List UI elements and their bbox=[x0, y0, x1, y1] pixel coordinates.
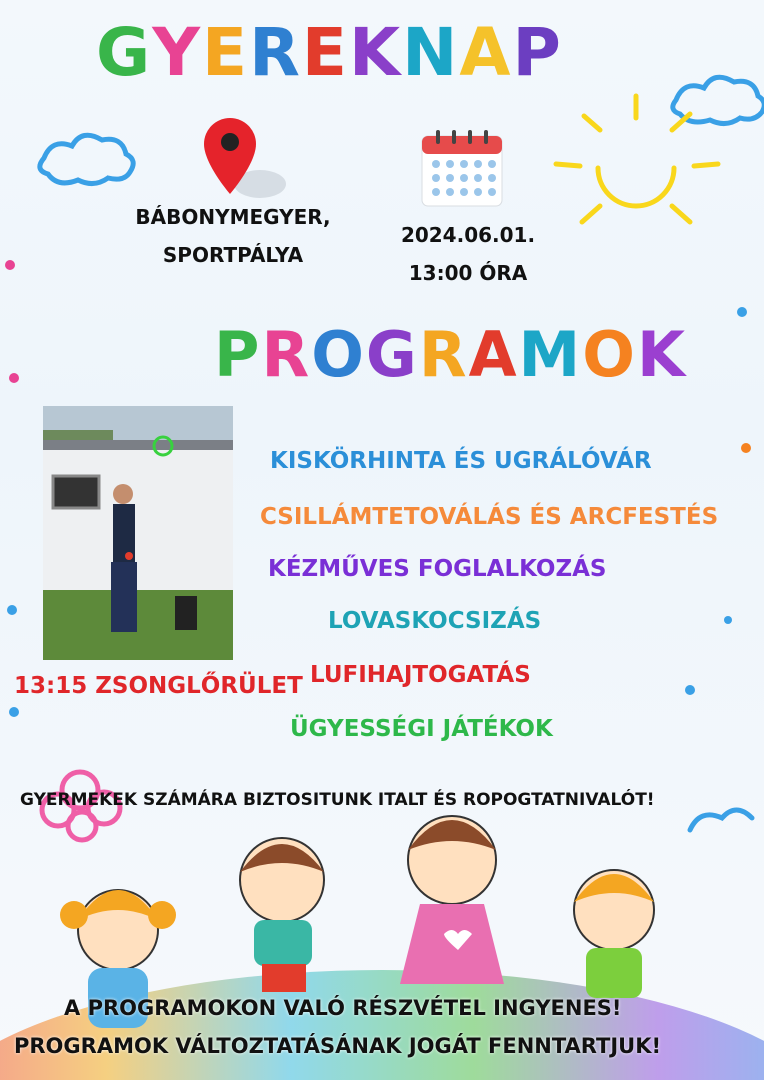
title-letter: P bbox=[512, 14, 563, 91]
title-letter: E bbox=[301, 14, 349, 91]
location-block bbox=[118, 198, 348, 274]
programs-title-letter: A bbox=[468, 318, 519, 391]
program-item-4: LOVASKOCSIZÁS bbox=[328, 608, 542, 634]
location-line2: SPORTPÁLYA bbox=[162, 243, 304, 267]
cloud-left bbox=[40, 135, 133, 183]
programs-title-letter: O bbox=[582, 318, 637, 391]
map-pin-icon bbox=[200, 114, 290, 204]
juggler-caption: 13:15 ZSONGLŐRÜLET bbox=[14, 673, 303, 699]
date-block bbox=[388, 216, 548, 292]
title-letter: Y bbox=[152, 14, 202, 91]
programs-title-letter: K bbox=[636, 318, 688, 391]
date-line2: 13:00 ÓRA bbox=[408, 261, 528, 285]
program-item-1: KISKÖRHINTA ÉS UGRÁLÓVÁR bbox=[270, 448, 652, 474]
title-letter: N bbox=[402, 14, 460, 91]
title-letter: A bbox=[459, 14, 513, 91]
program-item-5: LUFIHAJTOGATÁS bbox=[310, 662, 531, 688]
program-item-2: CSILLÁMTETOVÁLÁS ÉS ARCFESTÉS bbox=[260, 504, 719, 530]
date-line1: 2024.06.01. bbox=[400, 223, 536, 247]
programs-title-letter: G bbox=[365, 318, 419, 391]
calendar-icon bbox=[420, 128, 504, 208]
programs-title-letter: R bbox=[418, 318, 469, 391]
program-item-3: KÉZMŰVES FOGLALKOZÁS bbox=[268, 556, 607, 582]
title-letter: G bbox=[96, 14, 153, 91]
title-letter: R bbox=[249, 14, 302, 91]
title-letter: E bbox=[201, 14, 250, 91]
programs-title-letter: P bbox=[214, 318, 262, 391]
page-title bbox=[96, 14, 563, 91]
title-letter: K bbox=[349, 14, 403, 91]
location-line1: BÁBONYMEGYER, bbox=[135, 205, 331, 229]
programs-title bbox=[214, 318, 687, 391]
juggler-photo bbox=[43, 406, 233, 660]
program-item-6: ÜGYESSÉGI JÁTÉKOK bbox=[290, 716, 553, 742]
footer-line1: A PROGRAMOKON VALÓ RÉSZVÉTEL INGYENES! bbox=[64, 996, 622, 1020]
programs-title-letter: R bbox=[261, 318, 312, 391]
programs-title-letter: O bbox=[311, 318, 366, 391]
cloud-lower bbox=[690, 810, 752, 830]
footer-line2: PROGRAMOK VÁLTOZTATÁSÁNAK JOGÁT FENNTARTJUK! bbox=[14, 1034, 662, 1058]
snacks-note: GYERMEKEK SZÁMÁRA BIZTOSITUNK ITALT ÉS ROPOGTATNIVALÓT! bbox=[20, 790, 655, 810]
programs-title-letter: M bbox=[518, 318, 583, 391]
